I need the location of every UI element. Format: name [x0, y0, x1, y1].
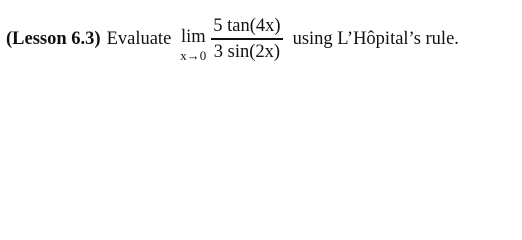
limit-operator: [180, 27, 206, 63]
limit-word: lim: [180, 27, 206, 47]
limit-subscript: x→0: [180, 48, 207, 63]
instruction-verb: Evaluate: [106, 28, 172, 49]
lesson-label: (Lesson 6.3): [6, 28, 101, 49]
fraction-numerator: 5 tan(4x): [213, 16, 281, 37]
problem-statement: [6, 0, 520, 78]
fraction-bar: [211, 38, 282, 39]
limit-fraction: [211, 15, 282, 62]
fraction-denominator: 3 sin(2x): [213, 41, 281, 62]
method-instruction: using L’Hôpital’s rule.: [292, 28, 459, 49]
